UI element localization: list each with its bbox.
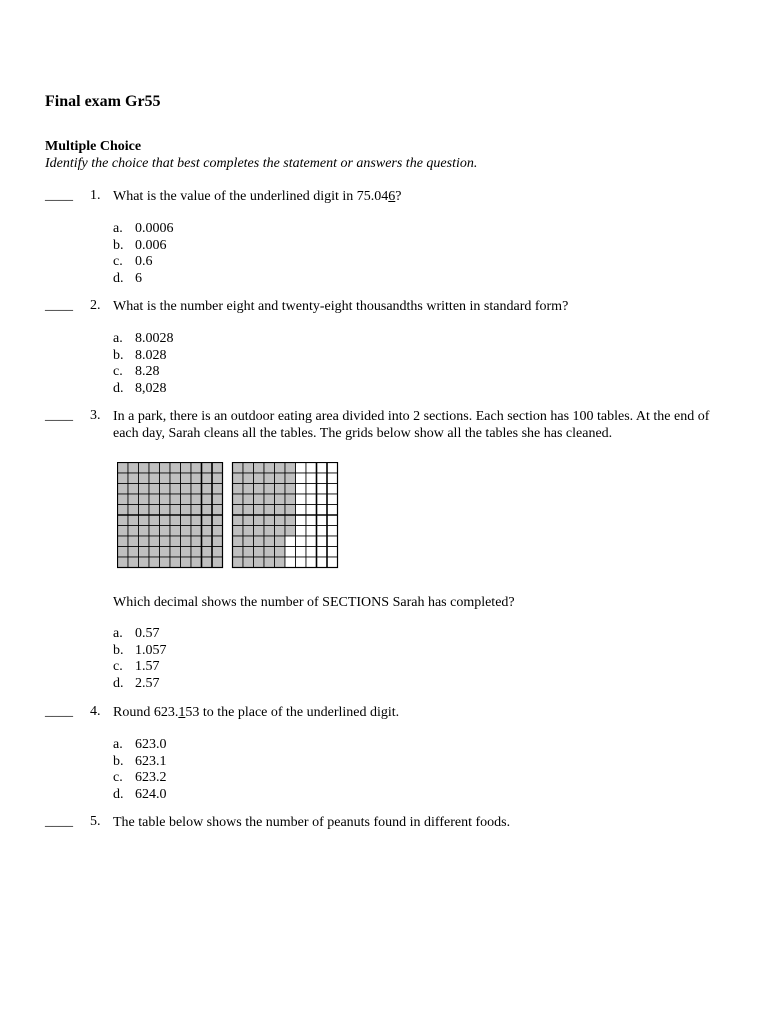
underlined-digit: 1 [178, 705, 186, 720]
grid-cell-shaded [181, 515, 192, 526]
grid-cell-shaded [149, 484, 160, 495]
grid-cell-shaded [212, 473, 223, 484]
grid-cell-shaded [170, 494, 181, 505]
grid-cell-shaded [191, 505, 202, 516]
grid-cell-shaded [202, 463, 213, 474]
choice-a[interactable]: a. 8.0028 [113, 331, 174, 346]
answer-blank[interactable]: ____ [45, 408, 73, 423]
grid-cell-shaded [139, 484, 150, 495]
grid-cell-shaded [285, 473, 296, 484]
grid-cell-shaded [275, 526, 286, 537]
grid-cell-empty [296, 494, 307, 505]
question-2 [45, 298, 725, 397]
question-text: The table below shows the number of peanuts found in different foods. [113, 815, 511, 830]
grid-cell-shaded [118, 505, 129, 516]
grid-cell-shaded [181, 526, 192, 537]
grid-cell-shaded [285, 494, 296, 505]
grid-cell-empty [296, 505, 307, 516]
question-number: 4. [90, 704, 101, 719]
grid-cell-shaded [191, 463, 202, 474]
grid-cell-shaded [202, 505, 213, 516]
choice-list [113, 331, 174, 398]
grid-cell-shaded [243, 557, 254, 568]
grid-cell-shaded [191, 526, 202, 537]
question-text: In a park, there is an outdoor eating area divided into 2 sections. Each section has 100 tables. At the end of each day, Sarah cleans all the tables. The grids below show all the tables she has cleaned. [113, 409, 710, 441]
grid-cell-shaded [243, 463, 254, 474]
grid-cell-shaded [181, 505, 192, 516]
grid-cell-shaded [254, 494, 265, 505]
grid-cell-shaded [128, 536, 139, 547]
choice-d[interactable]: d. 8,028 [113, 381, 167, 397]
grid-cell-shaded [264, 547, 275, 558]
choice-d[interactable]: d. 624.0 [113, 787, 167, 803]
grid-cell-empty [317, 494, 328, 505]
choice-b[interactable]: b. 1.057 [113, 642, 167, 658]
grid-cell-empty [317, 463, 328, 474]
grid-cell-shaded [212, 557, 223, 568]
grid-cell-shaded [191, 515, 202, 526]
grid-cell-shaded [264, 526, 275, 537]
grid-cell-shaded [160, 526, 171, 537]
grid-cell-shaded [181, 463, 192, 474]
grid-cell-shaded [202, 515, 213, 526]
grid-cell-shaded [275, 557, 286, 568]
grid-cell-shaded [243, 526, 254, 537]
question-text: What is the value of the underlined digit in 75.046? [113, 189, 402, 204]
grid-cell-shaded [139, 536, 150, 547]
grid-cell-shaded [191, 557, 202, 568]
grid-cell-empty [327, 526, 338, 537]
grid-cell-shaded [128, 473, 139, 484]
grid-cell-shaded [139, 526, 150, 537]
grid-cell-shaded [264, 494, 275, 505]
grid-cell-shaded [170, 557, 181, 568]
grid-cell-shaded [118, 557, 129, 568]
grid-cell-shaded [243, 536, 254, 547]
grid-cell-shaded [118, 515, 129, 526]
grid-cell-empty [296, 526, 307, 537]
grid-cell-shaded [181, 484, 192, 495]
grid-cell-shaded [191, 547, 202, 558]
grid-cell-empty [317, 547, 328, 558]
grid-cell-shaded [243, 547, 254, 558]
hundred-grid-1 [118, 463, 223, 568]
grid-cell-shaded [233, 463, 244, 474]
grid-cell-empty [327, 515, 338, 526]
grid-cell-shaded [160, 557, 171, 568]
grid-cell-empty [296, 463, 307, 474]
grid-cell-shaded [128, 494, 139, 505]
grid-cell-shaded [233, 473, 244, 484]
grid-cell-empty [327, 547, 338, 558]
grid-cell-shaded [254, 484, 265, 495]
choice-c[interactable]: c. 1.57 [113, 659, 160, 675]
grid-cell-shaded [160, 473, 171, 484]
grid-cell-empty [327, 463, 338, 474]
grid-cell-shaded [233, 505, 244, 516]
grid-cell-shaded [139, 463, 150, 474]
question-text: Round 623.153 to the place of the underlined digit. [113, 705, 400, 720]
grid-cell-shaded [243, 494, 254, 505]
grid-cell-shaded [149, 515, 160, 526]
grid-cell-empty [306, 536, 317, 547]
choice-d[interactable]: d. 2.57 [113, 676, 160, 692]
choice-list [113, 626, 167, 693]
grid-cell-shaded [170, 473, 181, 484]
grid-cell-shaded [149, 505, 160, 516]
grid-cell-shaded [128, 547, 139, 558]
grid-cell-empty [306, 515, 317, 526]
grid-cell-empty [296, 484, 307, 495]
grid-cell-shaded [264, 536, 275, 547]
grid-cell-shaded [202, 557, 213, 568]
grid-cell-shaded [285, 515, 296, 526]
grid-cell-shaded [233, 515, 244, 526]
question-number: 5. [90, 814, 101, 829]
grid-cell-shaded [254, 547, 265, 558]
grid-cell-shaded [149, 536, 160, 547]
grid-cell-shaded [212, 484, 223, 495]
choice-c[interactable]: c. 623.2 [113, 770, 167, 786]
grid-cell-shaded [170, 536, 181, 547]
grid-cell-shaded [202, 536, 213, 547]
question-number: 2. [90, 298, 101, 313]
grid-cell-shaded [275, 463, 286, 474]
grid-cell-shaded [191, 494, 202, 505]
grid-cell-shaded [275, 473, 286, 484]
grid-cell-shaded [170, 526, 181, 537]
grid-cell-shaded [118, 526, 129, 537]
grid-cell-shaded [264, 557, 275, 568]
grid-cell-empty [285, 557, 296, 568]
grid-cell-shaded [264, 473, 275, 484]
answer-blank[interactable]: ____ [45, 704, 73, 719]
grid-cell-shaded [285, 505, 296, 516]
grid-cell-empty [317, 557, 328, 568]
grid-cell-shaded [212, 505, 223, 516]
grid-cell-shaded [264, 515, 275, 526]
grid-cell-empty [285, 536, 296, 547]
grid-cell-empty [317, 505, 328, 516]
grid-cell-empty [296, 547, 307, 558]
grid-cell-shaded [202, 526, 213, 537]
grid-cell-shaded [149, 494, 160, 505]
hundred-grids [117, 462, 341, 574]
grid-cell-shaded [212, 515, 223, 526]
grid-cell-shaded [254, 473, 265, 484]
grid-cell-shaded [254, 505, 265, 516]
choice-a[interactable]: a. 0.57 [113, 626, 160, 641]
grid-cell-shaded [233, 484, 244, 495]
grid-cell-empty [296, 515, 307, 526]
question-3-subquestion: Which decimal shows the number of SECTIONS Sarah has completed? [113, 595, 515, 610]
grid-cell-shaded [233, 547, 244, 558]
grid-cell-empty [317, 473, 328, 484]
grid-cell-shaded [181, 494, 192, 505]
question-1 [45, 188, 725, 287]
grid-cell-shaded [149, 526, 160, 537]
hundred-grids-figure [117, 462, 341, 574]
question-text: What is the number eight and twenty-eight thousandths written in standard form? [113, 299, 569, 314]
grid-cell-shaded [139, 494, 150, 505]
grid-cell-shaded [285, 526, 296, 537]
grid-cell-empty [327, 505, 338, 516]
grid-cell-shaded [128, 515, 139, 526]
grid-cell-shaded [212, 494, 223, 505]
grid-cell-shaded [264, 463, 275, 474]
grid-cell-shaded [191, 473, 202, 484]
choice-c[interactable]: c. 0.6 [113, 254, 153, 270]
grid-cell-shaded [160, 515, 171, 526]
grid-cell-shaded [191, 536, 202, 547]
answer-blank[interactable]: ____ [45, 298, 73, 313]
grid-cell-empty [317, 484, 328, 495]
grid-cell-shaded [285, 484, 296, 495]
grid-cell-shaded [118, 494, 129, 505]
grid-cell-shaded [202, 484, 213, 495]
grid-cell-shaded [243, 473, 254, 484]
grid-cell-empty [327, 484, 338, 495]
grid-cell-empty [327, 473, 338, 484]
grid-cell-shaded [285, 463, 296, 474]
grid-cell-empty [306, 505, 317, 516]
grid-cell-shaded [181, 473, 192, 484]
grid-cell-shaded [233, 526, 244, 537]
underlined-digit: 6 [388, 189, 396, 204]
grid-cell-empty [317, 536, 328, 547]
grid-cell-empty [306, 463, 317, 474]
grid-cell-shaded [160, 547, 171, 558]
grid-cell-empty [327, 494, 338, 505]
grid-cell-shaded [118, 463, 129, 474]
choice-list [113, 221, 174, 288]
grid-cell-shaded [128, 463, 139, 474]
grid-cell-shaded [139, 557, 150, 568]
grid-cell-shaded [243, 515, 254, 526]
grid-cell-shaded [254, 536, 265, 547]
question-4 [45, 704, 725, 803]
grid-cell-shaded [139, 505, 150, 516]
grid-cell-shaded [139, 547, 150, 558]
choice-d[interactable]: d. 6 [113, 271, 142, 287]
choice-list [113, 737, 167, 804]
grid-cell-shaded [149, 547, 160, 558]
grid-cell-shaded [202, 547, 213, 558]
grid-cell-shaded [275, 505, 286, 516]
grid-cell-shaded [118, 473, 129, 484]
grid-cell-shaded [191, 484, 202, 495]
grid-cell-empty [317, 515, 328, 526]
grid-cell-shaded [160, 484, 171, 495]
grid-cell-shaded [170, 515, 181, 526]
choice-a[interactable]: a. 623.0 [113, 737, 167, 752]
grid-cell-shaded [233, 494, 244, 505]
grid-cell-shaded [264, 484, 275, 495]
grid-cell-shaded [128, 526, 139, 537]
grid-cell-shaded [212, 536, 223, 547]
question-number: 3. [90, 408, 101, 423]
grid-cell-shaded [254, 463, 265, 474]
grid-cell-shaded [128, 484, 139, 495]
grid-cell-shaded [275, 484, 286, 495]
grid-cell-shaded [264, 505, 275, 516]
grid-cell-shaded [275, 536, 286, 547]
grid-cell-shaded [233, 557, 244, 568]
grid-cell-shaded [139, 515, 150, 526]
answer-blank[interactable]: ____ [45, 814, 73, 829]
instructions: Identify the choice that best completes the statement or answers the question. [45, 156, 478, 171]
grid-cell-shaded [254, 515, 265, 526]
grid-cell-shaded [170, 484, 181, 495]
grid-cell-empty [317, 526, 328, 537]
question-5 [45, 814, 725, 831]
grid-cell-shaded [233, 536, 244, 547]
grid-cell-empty [306, 547, 317, 558]
grid-cell-shaded [181, 547, 192, 558]
choice-b[interactable]: b. 8.028 [113, 347, 167, 363]
grid-cell-empty [306, 526, 317, 537]
grid-cell-shaded [139, 473, 150, 484]
grid-cell-shaded [212, 463, 223, 474]
grid-cell-shaded [275, 547, 286, 558]
grid-cell-shaded [160, 494, 171, 505]
grid-cell-shaded [118, 484, 129, 495]
grid-cell-empty [296, 473, 307, 484]
grid-cell-shaded [160, 505, 171, 516]
section-title: Multiple Choice [45, 139, 142, 154]
grid-cell-empty [327, 536, 338, 547]
grid-cell-shaded [149, 463, 160, 474]
grid-cell-empty [306, 484, 317, 495]
grid-cell-empty [296, 557, 307, 568]
grid-cell-shaded [118, 547, 129, 558]
grid-cell-shaded [254, 557, 265, 568]
grid-cell-empty [327, 557, 338, 568]
grid-cell-empty [285, 547, 296, 558]
grid-cell-shaded [170, 547, 181, 558]
grid-cell-empty [306, 494, 317, 505]
grid-cell-shaded [202, 494, 213, 505]
answer-blank[interactable]: ____ [45, 188, 73, 203]
grid-cell-shaded [128, 505, 139, 516]
grid-cell-shaded [128, 557, 139, 568]
grid-cell-shaded [149, 557, 160, 568]
grid-cell-shaded [212, 547, 223, 558]
question-3 [45, 408, 725, 441]
grid-cell-empty [306, 473, 317, 484]
grid-cell-empty [306, 557, 317, 568]
grid-cell-shaded [202, 473, 213, 484]
grid-cell-shaded [170, 463, 181, 474]
grid-cell-shaded [275, 515, 286, 526]
grid-cell-shaded [275, 494, 286, 505]
question-number: 1. [90, 188, 101, 203]
choice-b[interactable]: b. 0.006 [113, 237, 167, 253]
choice-a[interactable]: a. 0.0006 [113, 221, 174, 236]
grid-cell-shaded [181, 536, 192, 547]
grid-cell-shaded [170, 505, 181, 516]
grid-cell-shaded [212, 526, 223, 537]
choice-b[interactable]: b. 623.1 [113, 753, 167, 769]
choice-c[interactable]: c. 8.28 [113, 364, 160, 380]
grid-cell-empty [296, 536, 307, 547]
grid-cell-shaded [243, 484, 254, 495]
grid-cell-shaded [243, 505, 254, 516]
grid-cell-shaded [160, 536, 171, 547]
grid-cell-shaded [254, 526, 265, 537]
grid-cell-shaded [149, 473, 160, 484]
grid-cell-shaded [118, 536, 129, 547]
grid-cell-shaded [181, 557, 192, 568]
grid-cell-shaded [160, 463, 171, 474]
exam-title: Final exam Gr55 [45, 93, 161, 110]
hundred-grid-2 [233, 463, 338, 568]
